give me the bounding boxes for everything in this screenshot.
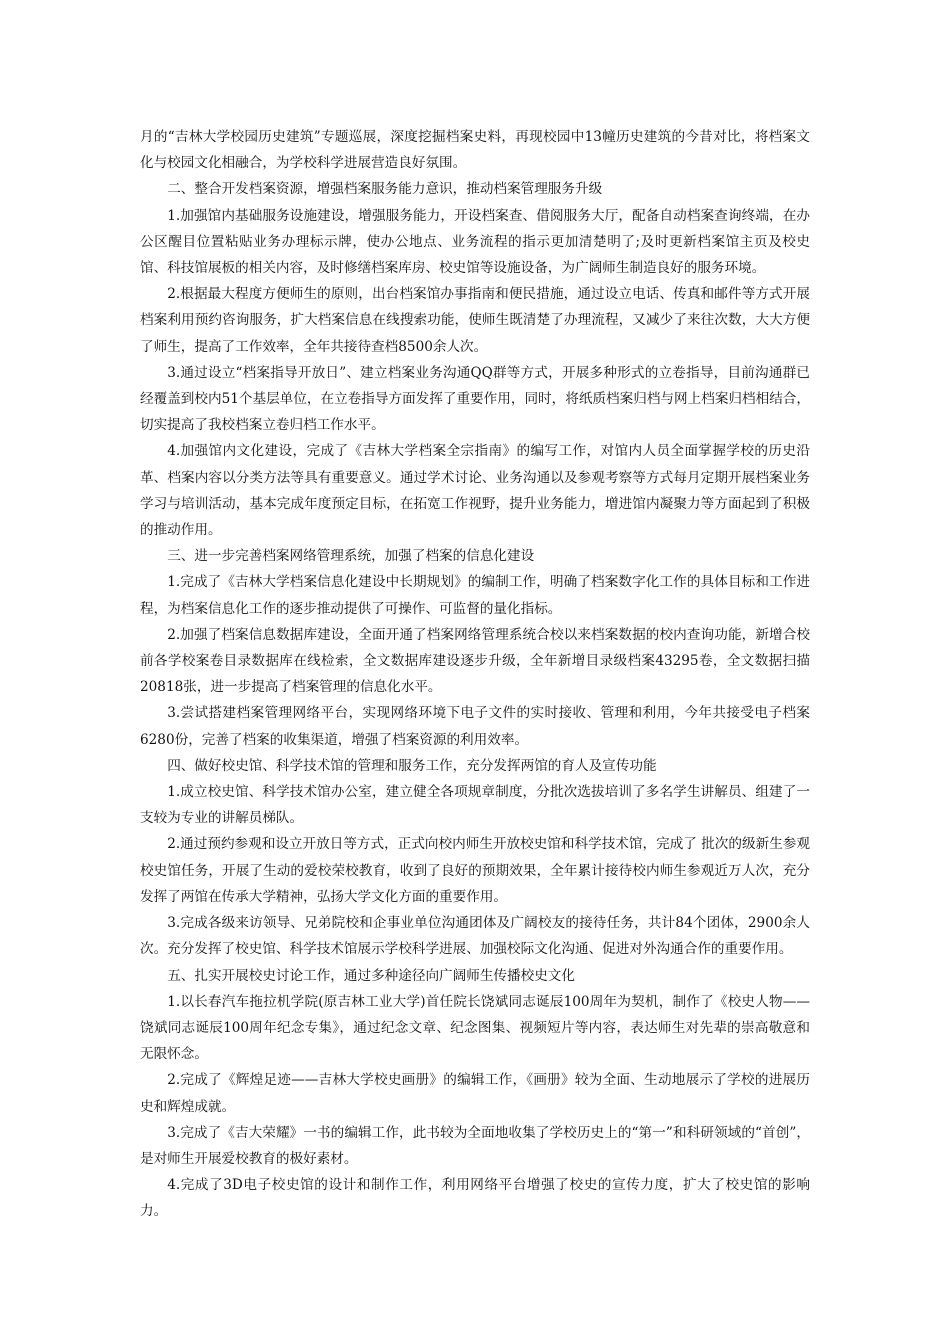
paragraph: 2.加强了档案信息数据库建设，全面开通了档案网络管理系统合校以来档案数据的校内查询功能，新增合校前各学校案卷目录数据库在线检索，全文数据库建设逐步升级，全年新增目录级档案43295卷，全文数据扫描20818张，进一步提高了档案管理的信息化水平。 [140, 626, 810, 696]
paragraph: 3.通过设立“档案指导开放日”、建立档案业务沟通QQ群等方式，开展多种形式的立卷指导，目前沟通群已经覆盖到校内51个基层单位，在立卷指导方面发挥了重要作用，同时，将纸质档案归档与网上档案归档相结合，切实提高了我校档案立卷归档工作水平。 [140, 364, 810, 434]
paragraph: 1.成立校史馆、科学技术馆办公室，建立健全各项规章制度，分批次选拔培训了多名学生讲解员、组建了一支较为专业的讲解员梯队。 [140, 784, 810, 827]
paragraph: 2.完成了《辉煌足迹——吉林大学校史画册》的编辑工作，《画册》较为全面、生动地展示了学校的进展历史和辉煌成就。 [140, 1072, 810, 1115]
paragraph: 1.完成了《吉林大学档案信息化建设中长期规划》的编制工作，明确了档案数字化工作的具体目标和工作进程，为档案信息化工作的逐步推动提供了可操作、可监督的量化指标。 [140, 574, 810, 617]
paragraph: 2.通过预约参观和设立开放日等方式，正式向校内师生开放校史馆和科学技术馆，完成了 批次的级新生参观校史馆任务，开展了生动的爱校荣校教育，收到了良好的预期效果，全年累计接待校内师生参观近万人次，充分发挥了两馆在传承大学精神，弘扬大学文化方面的重要作用。 [140, 836, 810, 905]
paragraph: 3.完成各级来访领导、兄弟院校和企事业单位沟通团体及广阔校友的接待任务，共计84个团体，2900余人次。充分发挥了校史馆、科学技术馆展示学校科学进展、加强校际文化沟通、促进对外沟通合作的重要作用。 [140, 915, 810, 958]
paragraph: 1.加强馆内基础服务设施建设，增强服务能力，开设档案查、借阅服务大厅，配备自动档案查询终端，在办公区醒目位置粘贴业务办理标示牌，使办公地点、业务流程的指示更加清楚明了;及时更新档案馆主页及校史馆、科技馆展板的相关内容，及时修缮档案库房、校史馆等设施设备，为广阔师生制造良好的服务环境。 [140, 207, 810, 277]
paragraph-continuation: 月的“吉林大学校园历史建筑”专题巡展，深度挖掘档案史料，再现校园中13幢历史建筑的今昔对比，将档案文化与校园文化相融合，为学校科学进展营造良好氛围。 [140, 129, 810, 172]
section-heading-5: 五、扎实开展校史讨论工作，通过多种途径向广阔师生传播校史文化 [167, 967, 575, 984]
document-page [140, 124, 810, 1225]
paragraph: 4.完成了3D电子校史馆的设计和制作工作，利用网络平台增强了校史的宣传力度，扩大了校史馆的影响力。 [140, 1177, 810, 1220]
paragraph: 3.尝试搭建档案管理网络平台，实现网络环境下电子文件的实时接收、管理和利用，今年共接受电子档案6280份，完善了档案的收集渠道，增强了档案资源的利用效率。 [140, 705, 810, 748]
paragraph: 2.根据最大程度方便师生的原则，出台档案馆办事指南和便民措施，通过设立电话、传真和邮件等方式开展档案利用预约咨询服务，扩大档案信息在线搜索功能，使师生既清楚了办理流程，又减少了来往次数，大大方便了师生，提高了工作效率，全年共接待查档8500余人次。 [140, 286, 810, 355]
paragraph: 1.以长春汽车拖拉机学院(原吉林工业大学)首任院长饶斌同志诞辰100周年为契机，制作了《校史人物——饶斌同志诞辰100周年纪念专集》，通过纪念文章、纪念图集、视频短片等内容，表达师生对先辈的崇高敬意和无限怀念。 [140, 993, 810, 1063]
section-heading-2: 二、整合开发档案资源，增强档案服务能力意识，推动档案管理服务升级 [167, 181, 603, 198]
paragraph: 4.加强馆内文化建设，完成了《吉林大学档案全宗指南》的编写工作，对馆内人员全面掌握学校的历史沿革、档案内容以分类方法等具有重要意义。通过学术讨论、业务沟通以及参观考察等方式每月定期开展档案业务学习与培训活动，基本完成年度预定目标，在拓宽工作视野，提升业务能力，增进馆内凝聚力等方面起到了积极的推动作用。 [140, 443, 810, 539]
section-heading-3: 三、进一步完善档案网络管理系统，加强了档案的信息化建设 [167, 548, 535, 565]
section-heading-4: 四、做好校史馆、科学技术馆的管理和服务工作，充分发挥两馆的育人及宣传功能 [167, 757, 657, 774]
paragraph: 3.完成了《吉大荣耀》一书的编辑工作，此书较为全面地收集了学校历史上的“第一”和科研领域的“首创”，是对师生开展爱校教育的极好素材。 [140, 1124, 810, 1167]
